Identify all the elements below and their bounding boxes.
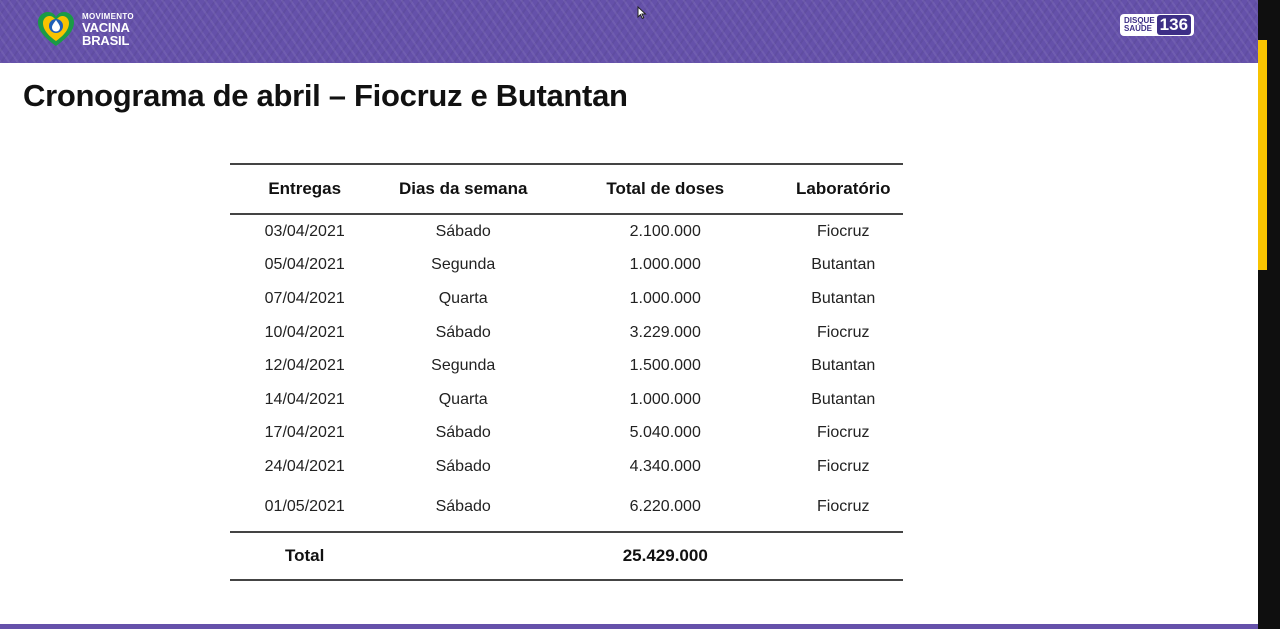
- hotline-number: 136: [1157, 15, 1191, 35]
- movimento-vacina-brasil-logo: [36, 9, 134, 51]
- cell-doses: 4.340.000: [629, 457, 701, 475]
- cell-doses: 1.500.000: [629, 357, 701, 375]
- cell-lab: Butantan: [811, 390, 876, 408]
- logo-line-1: MOVIMENTO: [82, 12, 134, 21]
- total-empty-cell: [784, 532, 904, 580]
- cell-doses: 5.040.000: [629, 424, 701, 442]
- cell-weekday: Segunda: [431, 256, 496, 274]
- table-header-row: [230, 164, 903, 214]
- table-row: [230, 383, 903, 417]
- total-value: 25.429.000: [547, 532, 783, 580]
- cell-date: 07/04/2021: [264, 289, 345, 307]
- mouse-cursor-icon: [637, 6, 647, 20]
- header-banner: [0, 0, 1258, 63]
- cell-weekday: Segunda: [431, 357, 496, 375]
- cell-date: 12/04/2021: [264, 357, 345, 375]
- header-dias-da-semana: Dias da semana: [379, 164, 547, 214]
- cell-lab: Fiocruz: [817, 323, 870, 341]
- cell-weekday: Sábado: [435, 323, 491, 341]
- table-total-row: [230, 532, 903, 580]
- table-row: [230, 450, 903, 484]
- disque-saude-badge: [1120, 14, 1194, 36]
- table-row: [230, 484, 903, 532]
- cell-date: 05/04/2021: [264, 256, 345, 274]
- header-entregas: Entregas: [230, 164, 379, 214]
- cell-weekday: Sábado: [435, 222, 491, 240]
- cell-weekday: Sábado: [435, 424, 491, 442]
- cell-lab: Fiocruz: [817, 457, 870, 475]
- table-row: [230, 214, 903, 249]
- slide-title: Cronograma de abril – Fiocruz e Butantan: [23, 78, 628, 113]
- table-row: [230, 282, 903, 316]
- header-laboratorio: Laboratório: [784, 164, 904, 214]
- cell-weekday: Quarta: [438, 289, 488, 307]
- cell-doses: 1.000.000: [629, 256, 701, 274]
- total-label: Total: [230, 532, 379, 580]
- cell-doses: 6.220.000: [629, 498, 701, 516]
- cell-weekday: Quarta: [438, 390, 488, 408]
- table-row: [230, 417, 903, 451]
- yellow-accent-bar: [1258, 40, 1267, 270]
- cell-date: 10/04/2021: [264, 323, 345, 341]
- cell-lab: Butantan: [811, 289, 876, 307]
- cell-date: 24/04/2021: [264, 457, 345, 475]
- saude-label: SAÚDE: [1124, 24, 1153, 33]
- cell-lab: Fiocruz: [817, 424, 870, 442]
- cell-date: 01/05/2021: [264, 498, 345, 516]
- logo-line-2: VACINA: [82, 20, 130, 35]
- table-row: [230, 349, 903, 383]
- table-row: [230, 316, 903, 350]
- cell-doses: 3.229.000: [629, 323, 701, 341]
- cell-lab: Butantan: [811, 357, 876, 375]
- cell-weekday: Sábado: [435, 457, 491, 475]
- cell-doses: 1.000.000: [629, 289, 701, 307]
- cell-date: 14/04/2021: [264, 390, 345, 408]
- logo-line-3: BRASIL: [82, 33, 130, 48]
- delivery-schedule-table: [230, 163, 903, 581]
- header-total-de-doses: Total de doses: [547, 164, 783, 214]
- cell-date: 03/04/2021: [264, 222, 345, 240]
- cell-lab: Butantan: [811, 256, 876, 274]
- cell-lab: Fiocruz: [817, 222, 870, 240]
- heart-logo-icon: [36, 10, 76, 50]
- disque-label: DISQUE: [1124, 16, 1155, 25]
- cell-doses: 1.000.000: [629, 390, 701, 408]
- cell-weekday: Sábado: [435, 498, 491, 516]
- cell-lab: Fiocruz: [817, 498, 870, 516]
- cell-doses: 2.100.000: [629, 222, 701, 240]
- total-empty-cell: [379, 532, 547, 580]
- bottom-accent-strip: [0, 624, 1258, 629]
- cell-date: 17/04/2021: [264, 424, 345, 442]
- table-row: [230, 249, 903, 283]
